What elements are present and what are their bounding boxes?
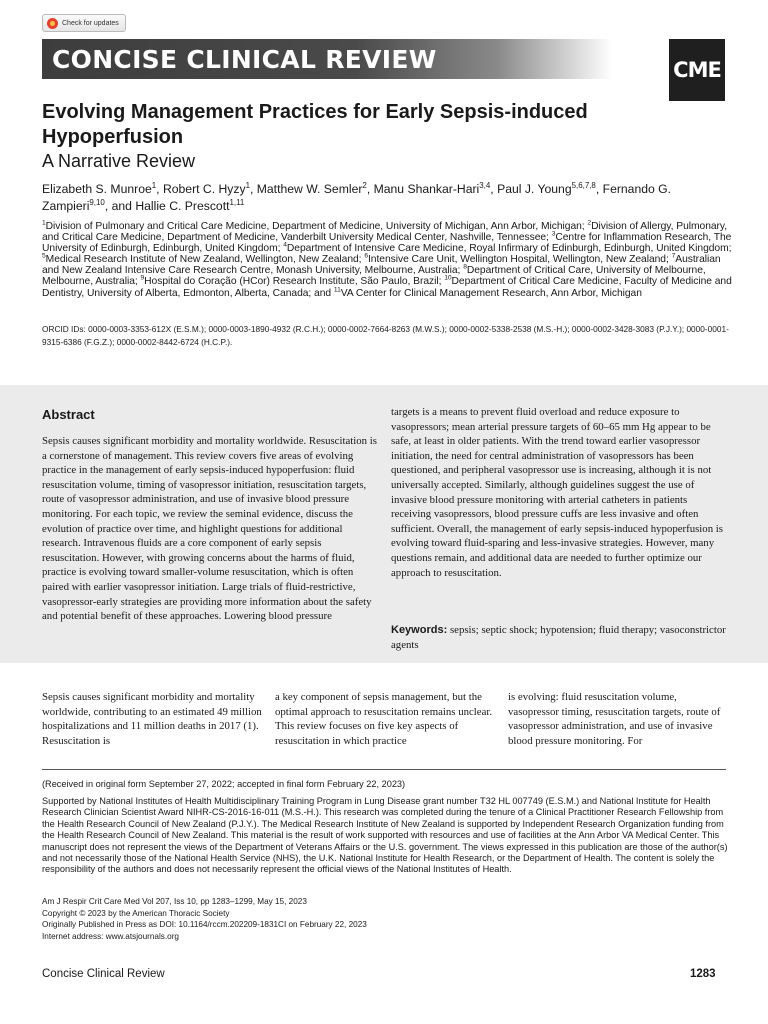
citation-block (42, 896, 367, 942)
affiliation-number: 8 (463, 263, 467, 271)
cme-logo: CME (669, 39, 725, 101)
author-affiliation-marker: 3,4 (479, 180, 491, 190)
affiliation-number: 11 (333, 286, 341, 294)
check-for-updates-badge[interactable] (42, 14, 126, 32)
article-subtitle: A Narrative Review (42, 151, 196, 171)
affiliation-text: Intensive Care Unit, Wellington Hospital, Wellington, New Zealand; (367, 254, 672, 266)
affiliation-text: Australian and New Zealand Intensive Care Research Centre, Monash University, Melbourne, Australia; (42, 254, 721, 277)
footer-section-label: Concise Clinical Review (42, 968, 165, 980)
author-name: Hallie C. Prescott (135, 198, 230, 213)
affiliation-text: Division of Pulmonary and Critical Care Medicine, Department of Medicine, University of Michigan, Ann Arbor, Michigan; (45, 221, 588, 232)
affiliation-number: 2 (587, 219, 592, 227)
doi-line: Originally Published in Press as DOI: 10.1164/rccm.202209-1831CI on February 22, 2023 (42, 920, 367, 930)
author-affiliation-marker: 1 (245, 180, 250, 190)
article-title: Evolving Management Practices for Early Sepsis-induced Hypoperfusion (42, 101, 588, 148)
update-icon (47, 18, 58, 29)
internet-address: Internet address: www.atsjournals.org (42, 931, 179, 941)
affiliation-number: 7 (671, 252, 676, 260)
author-affiliation-marker: 2 (362, 180, 367, 190)
affiliation-number: 5 (42, 252, 46, 260)
affiliation-number: 10 (444, 275, 452, 283)
author-name: Fernando G. Zampieri (42, 182, 672, 213)
abstract-text-right: targets is a means to prevent fluid overload and reduce exposure to vasopressors; mean arterial pressure targets of 60–65 mm Hg appear to be safe, at least in older patients. With the trend toward earlier vasopressor initiation, the need for central administration of vasopressors has been questioned, and peripheral vasopressor use is increasing, although it is not universally accepted. Similarly, although guidelines suggest the use of invasive blood pressure monitoring with arterial catheters in patients receiving vasopressors, blood pressure cuffs are less invasive and often sufficient. Overall, the management of early sepsis-induced hypoperfusion is evolving toward fluid-sparing and less-invasive strategies. However, many questions remain, and additional data are needed to further optimize our approach to resuscitation. (391, 406, 724, 579)
received-dates: (Received in original form September 27, 2022; accepted in final form February 22, 2023) (42, 779, 406, 789)
author-name: Robert C. Hyzy (162, 182, 246, 196)
body-column-3: is evolving: fluid resuscitation volume, vasopressor timing, resuscitation targets, route of vasopressor administration, and use of invasive blood pressure monitoring. For (508, 691, 721, 747)
author-list: Elizabeth S. Munroe$^1$, Robert C. Hyzy$^1$, Matthew W. Semler$^2$, Manu Shankar-Hari$^{3,4}$, Paul J. Young$^{5,6,7,8}$, Fernando G. Zampieri$^{9,10}$, and Hallie C. Prescott$^{1,11}$ (42, 180, 672, 213)
keywords (391, 623, 727, 652)
affiliation-text: Centre for Inflammation Research, The University of Edinburgh, Edinburgh, United Kingdom; (42, 232, 732, 255)
banner-text: CONCISE CLINICAL REVIEW (52, 44, 437, 74)
footnote-divider (42, 769, 726, 770)
affiliation-number: 9 (140, 275, 145, 283)
abstract-heading: Abstract (42, 407, 95, 422)
keywords-list: sepsis; septic shock; hypotension; fluid therapy; vasoconstrictor agents (391, 624, 726, 651)
affiliation-number: 3 (551, 230, 556, 238)
check-for-updates-label: Check for updates (62, 19, 119, 27)
affiliation-number: 6 (364, 252, 368, 260)
author-affiliation-marker: 1 (151, 180, 157, 190)
author-name: Elizabeth S. Munroe (42, 182, 152, 196)
affiliation-text: Department of Intensive Care Medicine, Royal Infirmary of Edinburgh, Edinburgh, United Kingdom; (286, 243, 732, 255)
author-name: Manu Shankar-Hari (373, 182, 480, 196)
orcid-ids: ORCID IDs: 0000-0003-3353-612X (E.S.M.); 0000-0003-1890-4932 (R.C.H.); 0000-0002-7664-8263 (M.W.S.); 0000-0002-5338-2538 (M.S.-H.); 0000-0002-3428-3083 (P.J.Y.); 0000-0001-9315-6386 (F.G.Z.); 0000-0002-8442-6724 (H.C.P.). (42, 324, 729, 347)
journal-citation: Am J Respir Crit Care Med Vol 207, Iss 10, pp 1283–1299, May 15, 2023 (42, 897, 307, 906)
affiliations (42, 221, 732, 299)
affiliation-text: VA Center for Clinical Management Research, Ann Arbor, Michigan (340, 287, 642, 299)
author-affiliation-marker: 5,6,7,8 (571, 180, 596, 190)
keywords-label: Keywords: (391, 624, 448, 636)
page-number: 1283 (690, 968, 716, 980)
affiliation-text: Department of Critical Care, University of Melbourne, Melbourne, Australia; (42, 265, 706, 288)
affiliation-text: Department of Critical Care Medicine, Faculty of Medicine and Dentistry, University of Alberta, Edmonton, Alberta, Canada; and (42, 276, 732, 299)
body-column-2: a key component of sepsis management, but the optimal approach to resuscitation remains unclear. This review focuses on five key aspects of resuscitation in which practice (275, 691, 493, 747)
author-affiliation-marker: 9,10 (89, 197, 105, 207)
funding-statement: Supported by National Institutes of Health Multidisciplinary Training Program in Lung Disease grant number T32 HL 007749 (E.S.M.) and National Institute for Health Research Clinician Scientist Award NIHR-CS-2016-16-011 (M.S.-H.). This research was completed during the tenure of a Clinical Practitioner Research Fellowship from the Health Research Council of New Zealand (P.J.Y.). The Medical Research Institute of New Zealand is supported by Independent Research Organization funding from the Health Research Council of New Zealand. This material is the result of work supported with resources and use of facilities at the Ann Arbor VA Medical Center. This manuscript does not represent the views of the Department of Veterans Affairs or the U.S. government. The views expressed in this publication are those of the author(s) and not necessarily those of the National Health Service (NHS), the U.K. National Institute for Health Research, or the Department of Health. The content is solely the responsibility of the authors and does not necessarily represent the official views of the National Institutes of Health. (42, 796, 728, 875)
affiliation-text: Hospital do Coração (HCor) Research Institute, São Paulo, Brazil; (144, 276, 445, 288)
body-column-1: Sepsis causes significant morbidity and mortality worldwide, contributing to an estimated 49 million hospitalizations and 11 million deaths in 2017 (1). Resuscitation is (42, 691, 262, 747)
affiliation-number: 4 (283, 241, 287, 249)
author-name: Paul J. Young (497, 182, 572, 196)
section-banner (42, 39, 612, 79)
copyright: Copyright © 2023 by the American Thoracic Society (42, 908, 230, 918)
abstract-text-left: Sepsis causes significant morbidity and mortality worldwide. Resuscitation is a cornerstone of management. This review covers five areas of evolving practice in the management of early sepsis-induced hypoperfusion: fluid resuscitation volume, timing of vasopressor initiation, resuscitation targets, route of vasopressor administration, and use of invasive blood pressure monitoring. For each topic, we review the seminal evidence, discuss the evolution of practice over time, and highlight questions for additional research. Intravenous fluids are a core component of early sepsis resuscitation. However, with growing concerns about the harms of fluid, practice is evolving toward smaller-volume resuscitation, which is often paired with earlier vasopressor initiation. Large trials of fluid-restrictive, vasopressor-early strategies are providing more information about the safety and potential benefit of these approaches. Lowering blood pressure (42, 435, 377, 623)
author-name: Matthew W. Semler (256, 182, 363, 196)
affiliation-number: 1 (42, 219, 46, 227)
affiliation-text: Medical Research Institute of New Zealand, Wellington, New Zealand; (45, 254, 365, 266)
author-affiliation-marker: 1,11 (229, 197, 245, 207)
affiliation-text: Division of Allergy, Pulmonary, and Critical Care Medicine, Department of Medicine, Vanderbilt University Medical Center, Nashville, Tennessee; (42, 221, 728, 244)
